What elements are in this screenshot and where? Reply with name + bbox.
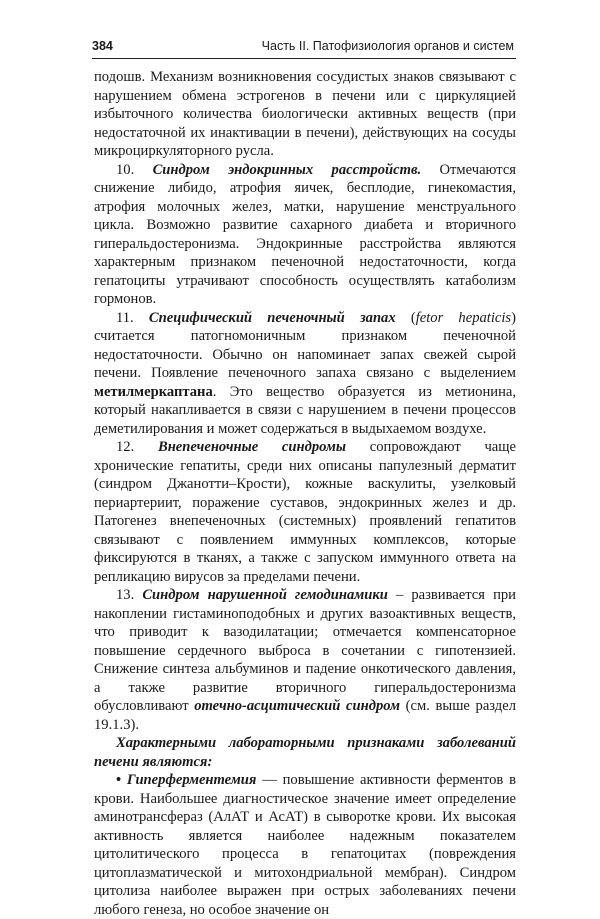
paragraph-item-11: [94, 309, 516, 439]
item-term: Внепеченочные синдромы: [157, 439, 347, 455]
paragraph-item-13: [94, 586, 516, 734]
item-number: 11.: [116, 309, 134, 326]
page-number: 384: [92, 39, 113, 53]
item-term: Синдром нарушенной гемодинамики: [142, 587, 388, 603]
item-text: сопровождают чаще хронические гепатиты, среди них описаны папулезный дерматит (синдром Джанотти–Крости), кожные васкулиты, узелковый периартериит, поражение суставов, эндокринных желез и др. Патогенез внепеченочных (системных) проявлений гепатитов связывают с появлением иммунных комплексов, которые фиксируются в тканях, а также с запуском иммунного ответа на репликацию вирусов за пределами печени.: [94, 439, 516, 585]
item-number: 12.: [116, 439, 135, 455]
paragraph-text: подошв. Механизм возникновения сосудистых знаков связывают с нарушением обмена эстрогенов в печени или с циркуляцией избыточного количества биологически активных веществ (при недостаточной их инактивации в печени), действующих на сосуды микроциркуляторного русла.: [94, 69, 516, 159]
item-text: Отмечаются снижение либидо, атрофия яичек, бесплодие, гинекомастия, атрофия молочных желез, матки, нарушение менструального цикла. Возможно развитие сахарного диабета и вторичного гиперальдостеронизма. Эндокринные расстройства являются характерным признаком печеночной недостаточности, когда гепатоциты утрачивают способность осуществлять катаболизм гормонов.: [94, 161, 517, 307]
item-text-cont: (см. выше раздел 19.1.3).: [94, 698, 516, 733]
item-paren: (: [395, 309, 416, 326]
bullet-text: — повышение активности ферментов в крови. Наибольшее диагностическое значение имеет определение аминотрансфераз (АлАТ и АсАТ) в сыворотке крови. Их высокая активность является наиболее надежным показателем цитолитического процесса в гепатоцитах (повреждения цитоплазматической и митохондриальной мембран). Синдром цитолиза наиболее выражен при острых заболеваниях печени любого генеза, но особое значение он: [94, 772, 516, 918]
item-number: 13.: [116, 587, 135, 603]
bullet-marker: •: [116, 772, 122, 788]
paragraph-item-12: [94, 438, 516, 586]
page-body: [94, 68, 516, 919]
page-header: [92, 36, 516, 59]
bold-term: метилмеркаптана: [94, 383, 213, 400]
running-title: Часть II. Патофизиология органов и систем: [261, 39, 514, 53]
paragraph-continuation: [94, 68, 516, 161]
item-term-secondary: отечно-асцитический синдром: [194, 698, 401, 714]
paragraph-item-10: [94, 161, 516, 309]
item-text: – развивается при накоплении гистаминоподобных и других вазоактивных веществ, что приводит к вазодилатации; отмечается компенсаторное повышение сердечного выброса в сочетании с гипотензией. Снижение синтеза альбуминов и падение онкотического давления, а также развитие вторичного гиперальдостеронизма обусловливают: [94, 587, 516, 714]
item-text-cont: . Это вещество образуется из метионина, который накапливается в связи с нарушением в печени процессов деметилирования и может содержаться в выдыхаемом воздухе.: [94, 383, 516, 437]
latin-term: fetor hepaticis: [415, 309, 512, 326]
heading-text: Характерными лабораторными признаками заболеваний печени являются:: [94, 735, 516, 770]
item-number: 10.: [116, 161, 135, 178]
bullet-term: Гиперферментемия: [126, 772, 257, 788]
item-text: ) считается патогномоничным признаком печеночной недостаточности. Обычно он напоминает запах свежей сырой печени. Появление печеночного запаха связано с выделением: [94, 309, 516, 381]
bullet-item: [94, 771, 516, 919]
lab-signs-heading: [94, 734, 516, 771]
item-term: Специфический печеночный запах: [148, 309, 396, 326]
item-term: Синдром эндокринных расстройств.: [152, 161, 422, 178]
